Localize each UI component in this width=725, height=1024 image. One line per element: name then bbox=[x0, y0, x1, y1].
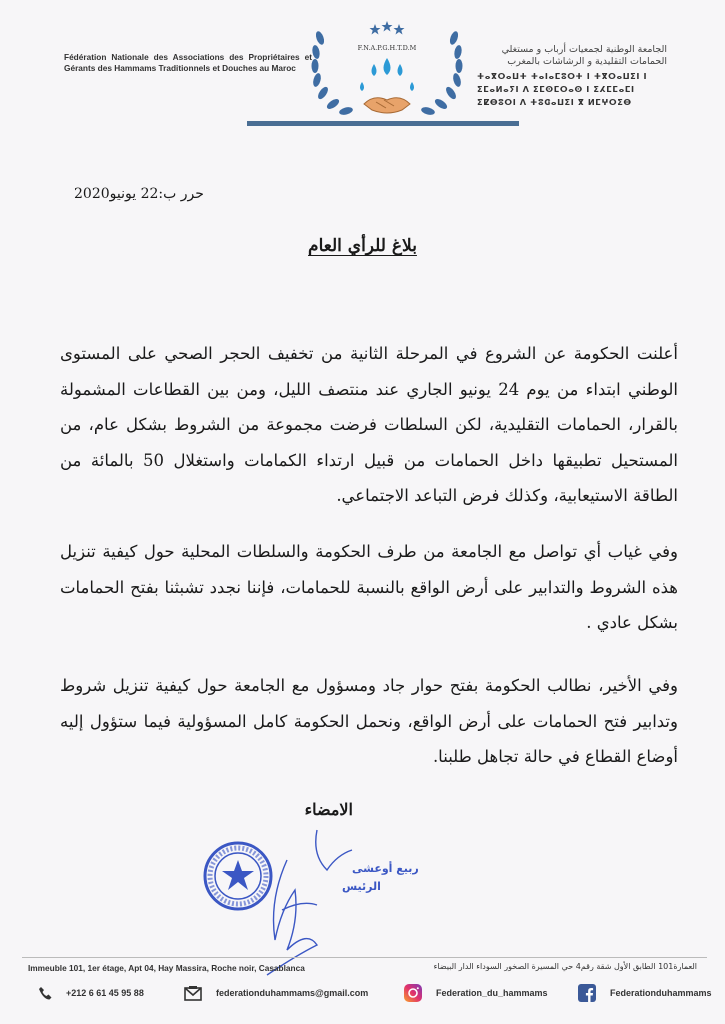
instagram-contact[interactable] bbox=[404, 984, 548, 1002]
email-address: federationduhammams@gmail.com bbox=[216, 988, 369, 998]
email-contact[interactable] bbox=[184, 984, 368, 1002]
facebook-page: Federationduhammams bbox=[610, 988, 712, 998]
footer-divider bbox=[22, 957, 707, 958]
document-date: حرر ب:22 يونيو2020 bbox=[74, 186, 204, 202]
phone-icon bbox=[38, 986, 52, 1000]
federation-name-tifinagh: ⵜⴰⴳⵔⴰⵡⵜ ⵜⴰⵏⴰⵎⵓⵔⵜ ⵏ ⵜⴳⵔⴰⵡⵉⵏ ⵏ ⵉⵎⴰⵍⴰⵢⵏ ⴷ ⵉⵎⵙⵎⵔⴰⵙ ⵏ ⵉⵃⵎⵎⴰⵎⵏ ⵉⵇⴱⵓⵔⵏ ⴷ ⵜⵓⵛⴰⵡⵉⵏ ⴳ ⵍⵎⵖⵔⵉⴱ bbox=[477, 71, 648, 107]
facebook-icon bbox=[578, 984, 596, 1002]
address-arabic: العمارة101 الطابق الأول شقة رقم4 حي المسيرة الصخور السوداء الدار البيضاء bbox=[433, 962, 697, 971]
header-divider bbox=[247, 121, 519, 126]
federation-name-french: Fédération Nationale des Associations des Propriétaires et Gérants des Hammams Traditionnels et Douches au Maroc bbox=[64, 52, 312, 73]
stamp-title: الرئيس bbox=[342, 880, 381, 893]
logo-acronym: F.N.A.P.G.H.T.D.M bbox=[357, 44, 417, 52]
paragraph-1: أعلنت الحكومة عن الشروع في المرحلة الثانية من تخفيف الحجر الصحي على المستوى الوطني ابتداء من يوم 24 يونيو الجاري عند منتصف الليل، ومن بين القطاعات المشمولة بالقرار، الحمامات التقليدية، لكن السلطات فرضت مجموعة من الشروط بشكل عام، من المستحيل تطبيقها داخل الحمامات من قبيل ارتداء الكمامات واستغلال 50 بالمائة من الطاقة الاستيعابية، وكذلك فرض التباعد الاجتماعي. bbox=[60, 344, 679, 505]
official-stamp-and-signature bbox=[192, 820, 419, 980]
address-french: Immeuble 101, 1er étage, Apt 04, Hay Massira, Roche noir, Casablanca bbox=[28, 963, 305, 973]
phone-contact[interactable] bbox=[38, 984, 144, 1002]
document-title bbox=[0, 236, 725, 256]
federation-name-arabic: الجامعة الوطنية لجمعيات أرباب و مستغلي الحمامات التقليدية و الرشاشات بالمغرب bbox=[501, 44, 667, 67]
signature-label: الامضاء bbox=[304, 800, 353, 819]
paragraph-2: وفي غياب أي تواصل مع الجامعة من طرف الحكومة والسلطات المحلية حول كيفية تنزيل هذه الشروط والتدابير على أرض الواقع بالنسبة للحمامات، فإننا نجدد تشبثنا بفتح الحمامات بشكل عادي . bbox=[60, 542, 678, 632]
paragraph-3: وفي الأخير، نطالب الحكومة بفتح حوار جاد ومسؤول مع الجامعة حول كيفية تنزيل شروط وتدابير فتح الحمامات على أرض الواقع، ونحمل الحكومة كامل المسؤولية فيما ستؤول إليه أوضاع القطاع في حالة تجاهل طلبنا. bbox=[60, 676, 678, 766]
instagram-icon bbox=[404, 984, 422, 1002]
phone-number: +212 6 61 45 95 88 bbox=[66, 988, 144, 998]
stamp-name: ربيع أوعشى bbox=[352, 862, 419, 875]
document-title-text: بلاغ للرأي العام bbox=[308, 236, 417, 256]
instagram-handle: Federation_du_hammams bbox=[436, 988, 548, 998]
email-icon bbox=[184, 985, 202, 1001]
federation-logo bbox=[300, 20, 474, 124]
facebook-contact[interactable] bbox=[578, 984, 712, 1002]
